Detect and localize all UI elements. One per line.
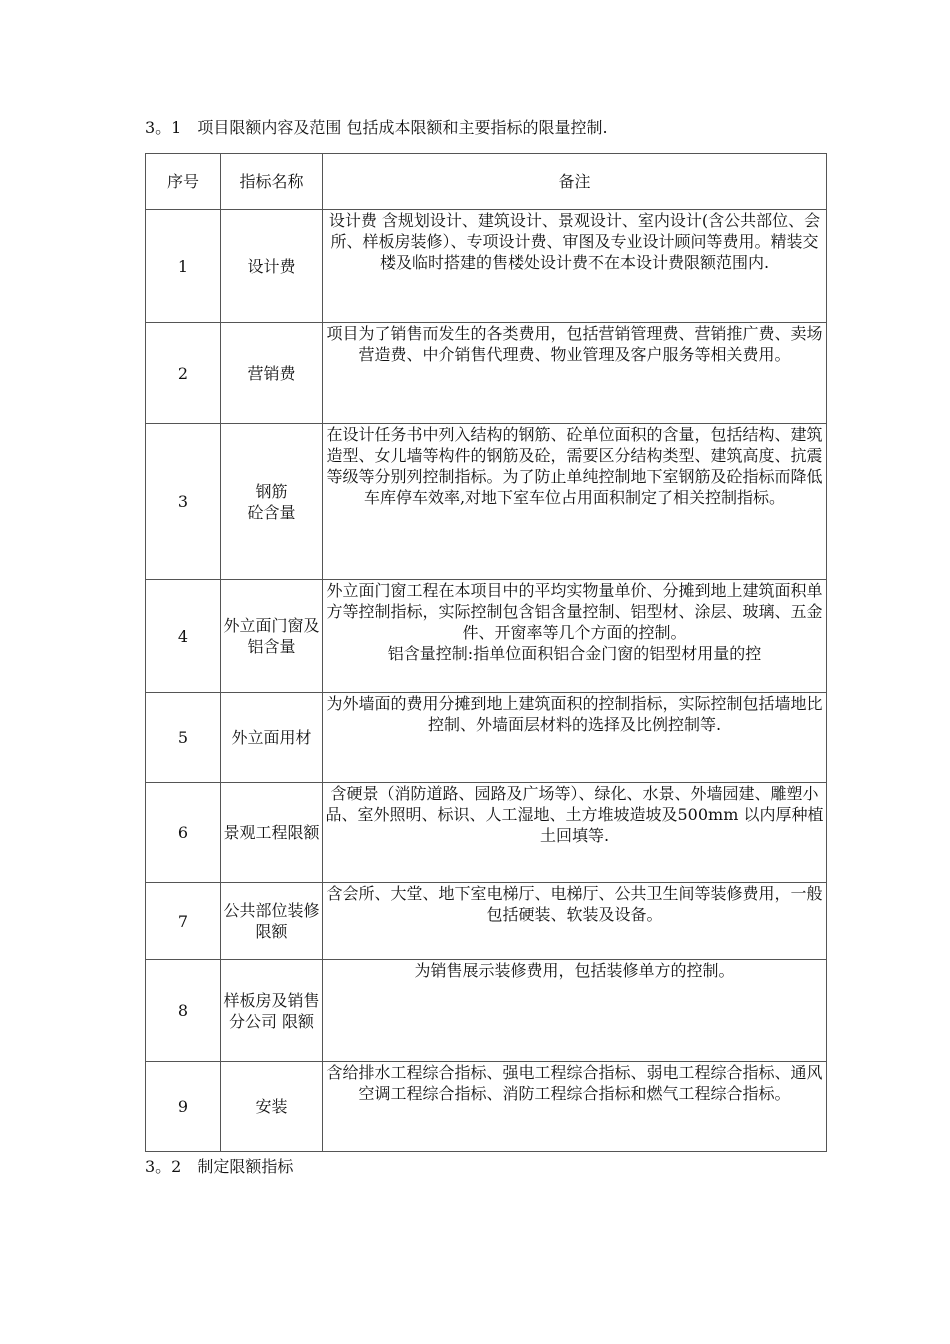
row-name-line: 设计费 [247, 256, 296, 276]
row-note [323, 693, 827, 783]
table-header-row [146, 154, 827, 210]
row-note-text: 为外墙面的费用分摊到地上建筑面积的控制指标，实际控制包括墙地比控制、外墙面层材料的选择及比例控制等. [326, 694, 823, 734]
table-row [146, 323, 827, 424]
row-note-text: 含会所、大堂、地下室电梯厅、电梯厅、公共卫生间等装修费用，一般包括硬装、软装及设备。 [326, 884, 823, 924]
row-name [221, 960, 323, 1062]
row-name-line: 公共部位装修限额 [223, 901, 320, 941]
row-name-line: 砼含量 [247, 502, 296, 522]
row-note-text: 铝含量控制:指单位面积铝合金门窗的铝型材用量的控 [387, 644, 762, 663]
row-note [323, 580, 827, 693]
row-name [221, 323, 323, 424]
row-name-line: 样板房及销售分公司 限额 [223, 990, 320, 1031]
row-note [323, 424, 827, 580]
table-row [146, 783, 827, 883]
row-note [323, 323, 827, 424]
table-row [146, 210, 827, 323]
row-no: 2 [146, 323, 221, 424]
table-row [146, 424, 827, 580]
row-note-text: 在设计任务书中列入结构的钢筋、砼单位面积的含量，包括结构、建筑造型、女儿墙等构件的钢筋及砼，需要区分结构类型、建筑高度、抗震等级等分别列控制指标。为了防止单纯控制地下室钢筋及砼指标而降低车库停车效率,对地下室车位占用面积制定了相关控制指标。 [326, 425, 823, 507]
row-name [221, 580, 323, 693]
row-name-line: 外立面用材 [231, 728, 312, 747]
row-name-line: 外立面门窗及 铝含量 [223, 616, 320, 656]
row-name [221, 783, 323, 883]
row-note [323, 210, 827, 323]
row-no: 1 [146, 210, 221, 323]
row-note-text: 含给排水工程综合指标、强电工程综合指标、弱电工程综合指标、通风空调工程综合指标、消防工程综合指标和燃气工程综合指标。 [326, 1063, 823, 1103]
row-no: 3 [146, 424, 221, 580]
row-name-line: 景观工程限额 [223, 823, 320, 842]
section-heading-3-1: 3。1 项目限额内容及范围 包括成本限额和主要指标的限量控制. [145, 118, 608, 137]
row-note-text: 项目为了销售而发生的各类费用，包括营销管理费、营销推广费、卖场营造费、中介销售代理费、物业管理及客户服务等相关费用。 [326, 324, 823, 364]
table-row [146, 580, 827, 693]
row-name-line: 钢筋 [255, 481, 288, 501]
row-name-line: 营销费 [247, 363, 296, 383]
row-no: 9 [146, 1062, 221, 1152]
row-note-text: 外立面门窗工程在本项目中的平均实物量单价、分摊到地上建筑面积单方等控制指标，实际控制包含铝含量控制、铝型材、涂层、玻璃、五金件、开窗率等几个方面的控制。 [326, 581, 823, 642]
row-name [221, 210, 323, 323]
row-note-text: 含硬景（消防道路、园路及广场等）、绿化、水景、外墙园建、雕塑小品、室外照明、标识、人工湿地、土方堆坡造坡及500mm 以内厚种植土回填等. [325, 784, 824, 845]
row-name [221, 693, 323, 783]
table-row [146, 960, 827, 1062]
row-note-text: 设计费 含规划设计、建筑设计、景观设计、室内设计(含公共部位、会所、样板房装修）、专项设计费、审图及专业设计顾问等费用。精装交楼及临时搭建的售楼处设计费不在本设计费限额范围内. [328, 211, 821, 272]
header-note: 备注 [323, 154, 827, 210]
row-note-text: 为销售展示装修费用，包括装修单方的控制。 [414, 961, 735, 980]
header-no: 序号 [146, 154, 221, 210]
limit-table [145, 153, 827, 1152]
row-no: 8 [146, 960, 221, 1062]
row-note [323, 783, 827, 883]
row-note [323, 960, 827, 1062]
section-heading-3-2: 3。2 制定限额指标 [145, 1157, 294, 1176]
row-name [221, 424, 323, 580]
row-note [323, 883, 827, 960]
row-name [221, 1062, 323, 1152]
header-name: 指标名称 [221, 154, 323, 210]
table-row [146, 693, 827, 783]
row-no: 4 [146, 580, 221, 693]
row-note [323, 1062, 827, 1152]
row-name-line: 安装 [255, 1097, 288, 1116]
table-row [146, 883, 827, 960]
row-no: 6 [146, 783, 221, 883]
table-row [146, 1062, 827, 1152]
row-no: 5 [146, 693, 221, 783]
row-name [221, 883, 323, 960]
row-no: 7 [146, 883, 221, 960]
